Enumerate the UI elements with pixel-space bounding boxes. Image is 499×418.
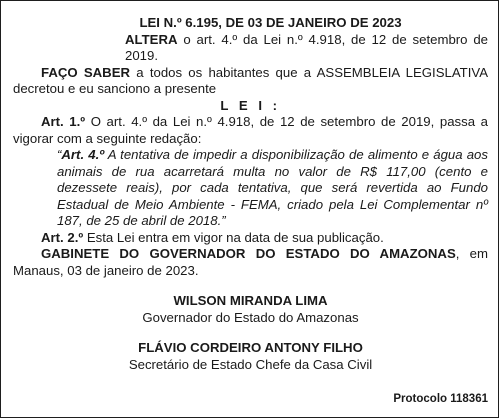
closing-text: , em Manaus, 03 de janeiro de 2023. xyxy=(13,246,489,278)
quoted-article-text: A tentativa de impedir a disponibilização de alimento e água aos animais de rua acarretará multa no valor de R$ 117,00 (cento e dezessete reais), por cada tentativa, que será revertida ao Fundo Estadual de Meio Ambiente - FEMA, criado pela Lei Complementar nº 187, de 25 de abril de 2018.” xyxy=(57,147,488,228)
quote-open: “ xyxy=(57,147,62,162)
closing-label: GABINETE DO GOVERNADOR DO ESTADO DO AMAZONAS xyxy=(41,246,456,261)
article-2-label: Art. 2.º xyxy=(41,229,84,245)
signer-role: Governador do Estado do Amazonas xyxy=(142,309,359,325)
closing xyxy=(13,246,488,279)
signer-role: Secretário de Estado Chefe da Casa Civil xyxy=(128,356,373,372)
lei-heading: L E I : xyxy=(220,97,281,113)
ementa xyxy=(125,32,488,65)
article-1-text: O art. 4.º da Lei n.º 4.918, de 12 de setembro de 2019, passa a vigorar com a seguinte redação: xyxy=(13,114,488,146)
article-2-text: Esta Lei entra em vigor na data de sua publicação. xyxy=(83,229,384,245)
signer-name: FLÁVIO CORDEIRO ANTONY FILHO xyxy=(138,340,363,355)
article-2 xyxy=(13,230,488,247)
signer-name: WILSON MIRANDA LIMA xyxy=(173,293,328,308)
preamble xyxy=(13,65,488,98)
signature-governor xyxy=(13,293,488,326)
preamble-text: a todos os habitantes que a ASSEMBLEIA LEGISLATIVA decretou e eu sanciono a presente xyxy=(13,64,488,96)
signature-secretary xyxy=(13,340,488,373)
article-1-label: Art. 1.º xyxy=(41,114,86,129)
protocol-number: Protocolo 118361 xyxy=(393,392,488,405)
law-title: LEI N.º 6.195, DE 03 DE JANEIRO DE 2023 xyxy=(139,15,402,30)
article-1 xyxy=(13,114,488,147)
preamble-label: FAÇO SABER xyxy=(41,64,131,80)
ementa-label: ALTERA xyxy=(125,31,178,47)
quoted-article xyxy=(57,147,488,230)
ementa-text: o art. 4.º da Lei n.º 4.918, de 12 de setembro de 2019. xyxy=(125,31,488,63)
quoted-article-label: Art. 4.º xyxy=(61,147,105,162)
